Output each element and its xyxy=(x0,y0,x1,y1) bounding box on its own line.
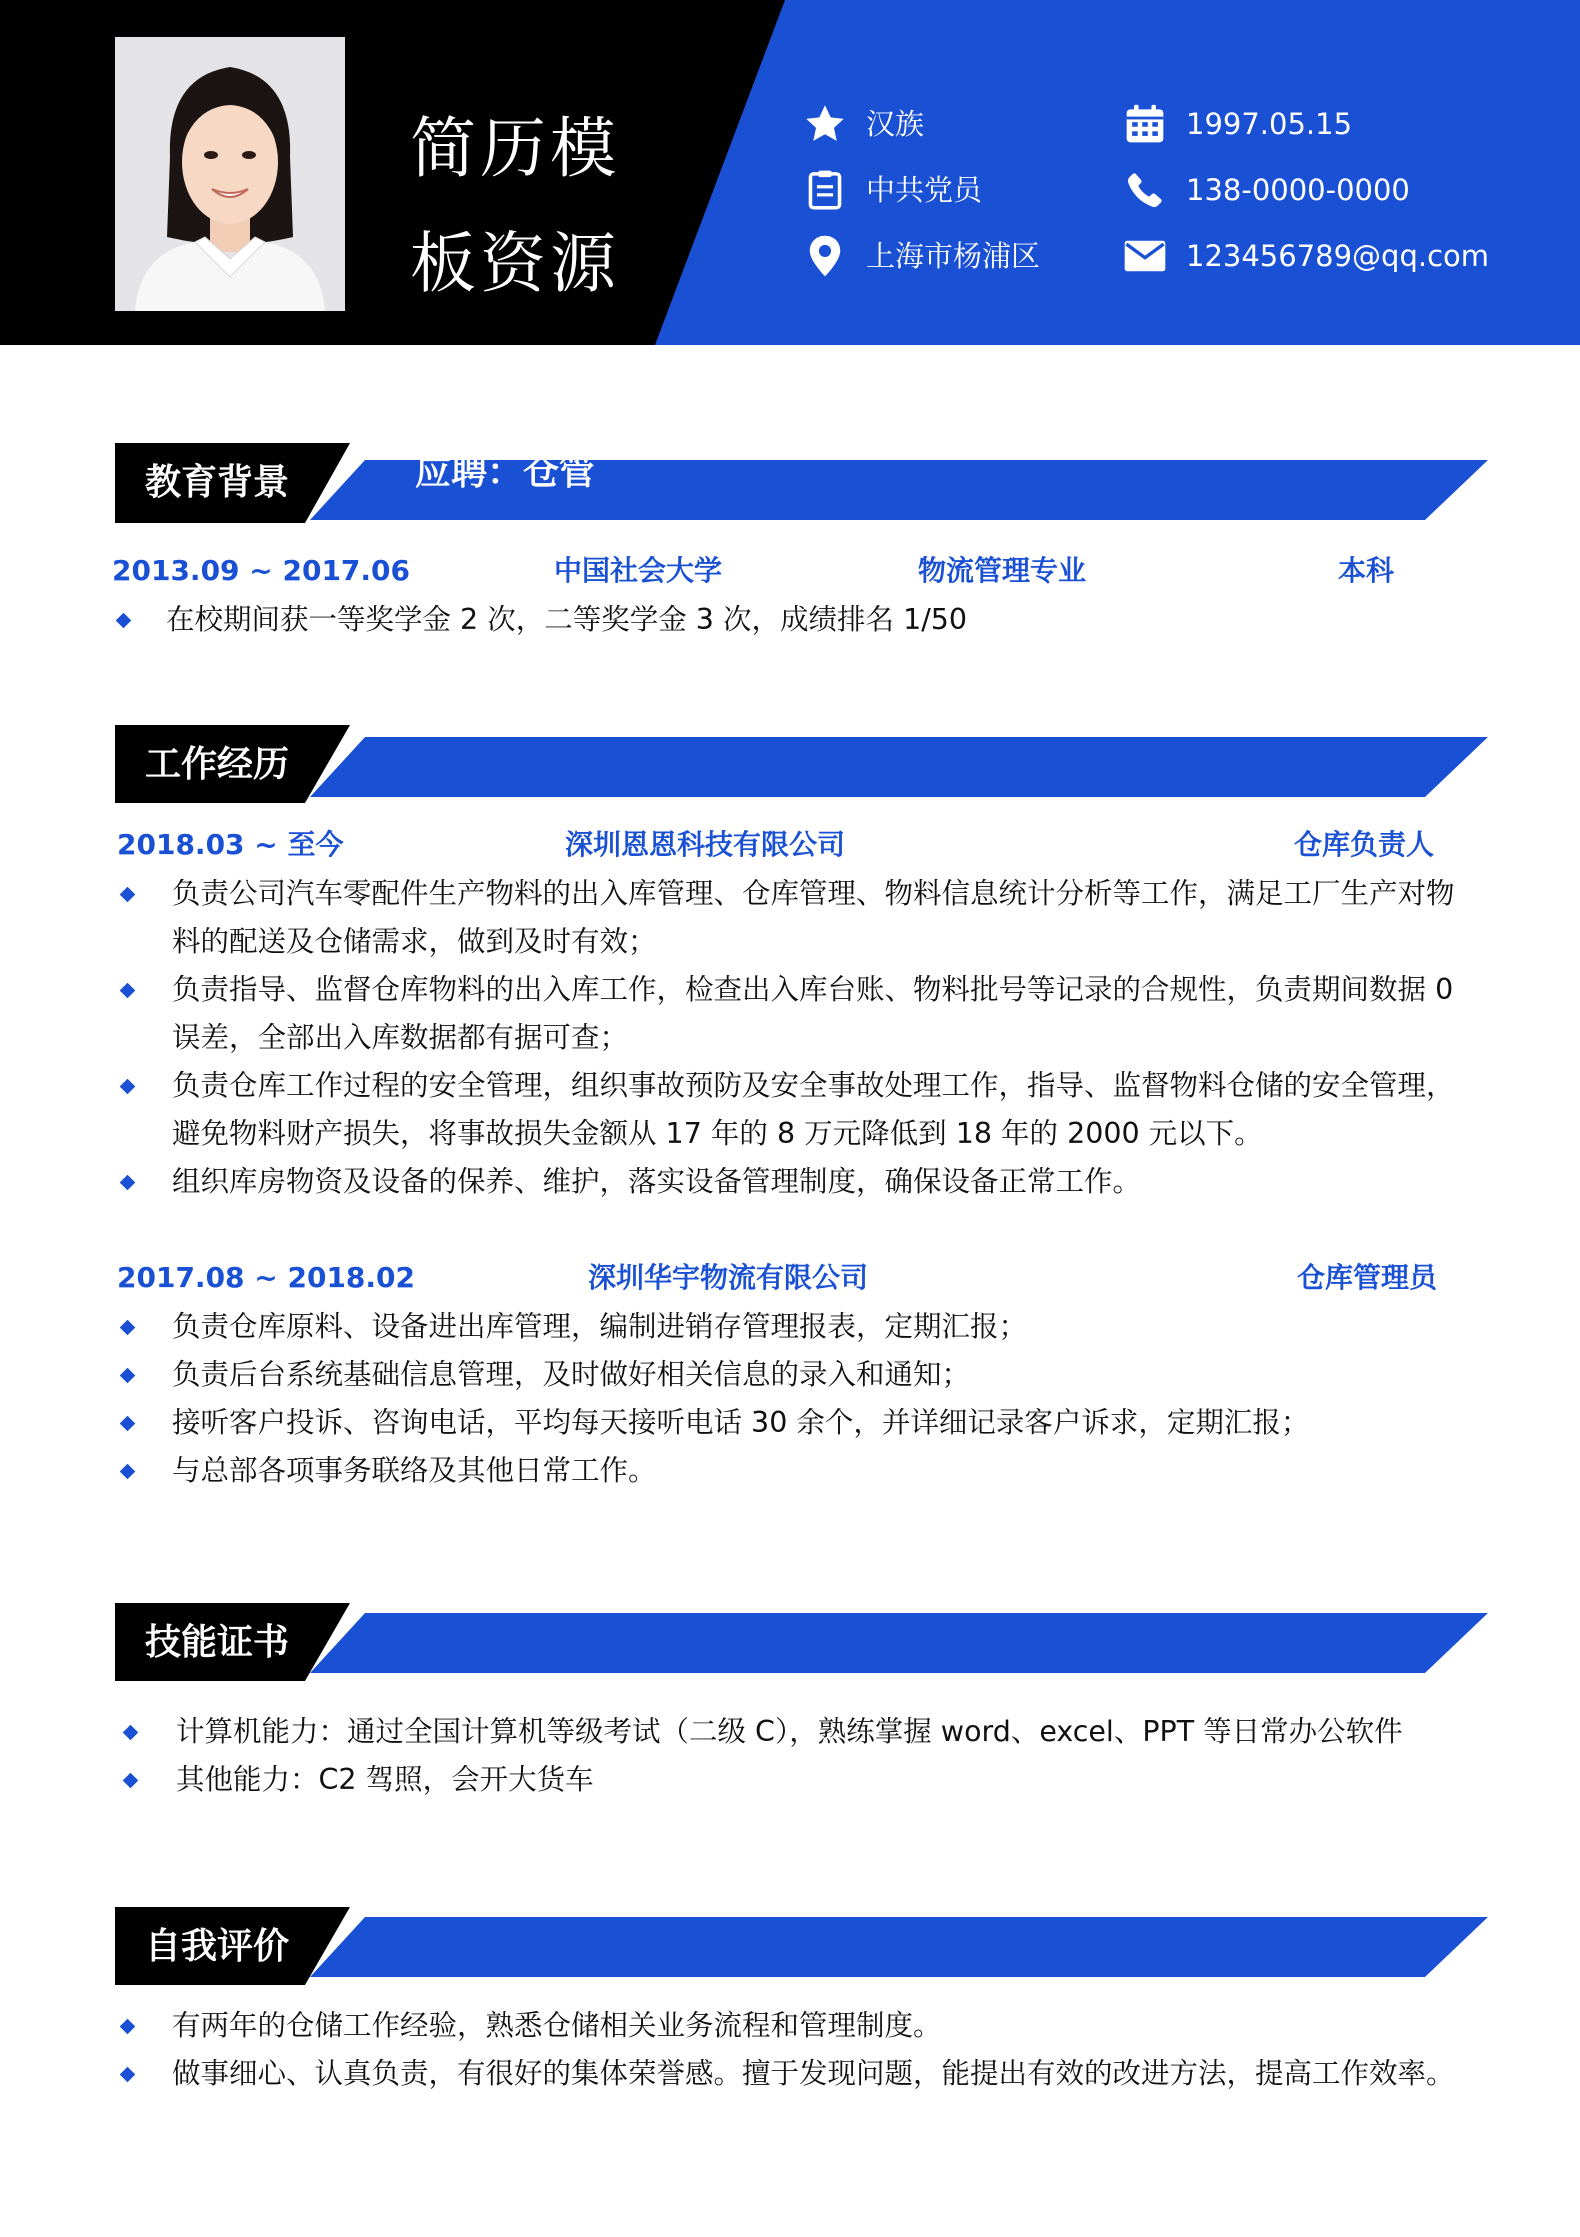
job-line: 与总部各项事务联络及其他日常工作。 xyxy=(172,1454,657,1487)
section-title-self-eval: 自我评价 xyxy=(145,1926,290,1967)
ethnicity-text: 汉族 xyxy=(866,106,925,141)
email-text: 123456789@qq.com xyxy=(1186,238,1490,273)
job-company: 深圳恩恩科技有限公司 xyxy=(565,828,846,861)
job-period: 2017.08 ~ 2018.02 xyxy=(117,1261,416,1294)
profile-photo xyxy=(115,37,345,311)
ethnicity-item xyxy=(802,101,924,147)
mail-icon xyxy=(1122,233,1168,279)
party-item xyxy=(802,167,982,213)
bullet-diamond xyxy=(116,613,132,629)
job-company: 深圳华宇物流有限公司 xyxy=(588,1261,869,1294)
party-text: 中共党员 xyxy=(866,172,983,207)
self-eval-item: 做事细心、认真负责，有很好的集体荣誉感。擅于发现问题，能提出有效的改进方法，提高工作效率。 xyxy=(172,2057,1455,2090)
section-title-skills: 技能证书 xyxy=(145,1622,290,1663)
education-degree: 本科 xyxy=(1338,554,1395,587)
bullet-diamond xyxy=(120,887,136,903)
job-line: 组织库房物资及设备的保养、维护，落实设备管理制度，确保设备正常工作。 xyxy=(172,1165,1142,1198)
bullet-diamond xyxy=(123,1725,139,1741)
section-title-education: 教育背景 xyxy=(145,462,290,503)
section-title-work: 工作经历 xyxy=(145,744,290,785)
clipboard-icon xyxy=(802,167,848,213)
education-period: 2013.09 ~ 2017.06 xyxy=(112,554,411,587)
bullet-diamond xyxy=(120,1416,136,1432)
bullet-diamond xyxy=(120,1175,136,1191)
job-line: 负责仓库工作过程的安全管理，组织事故预防及安全事故处理工作，指导、监督物料仓储的安全管理， xyxy=(172,1069,1455,1102)
position-label: 应聘：仓管 xyxy=(415,452,596,493)
birth-text: 1997.05.15 xyxy=(1186,106,1353,141)
education-major: 物流管理专业 xyxy=(918,554,1087,587)
education-school: 中国社会大学 xyxy=(554,554,723,587)
location-text: 上海市杨浦区 xyxy=(866,238,1041,273)
bullet-diamond xyxy=(120,2067,136,2083)
job-line: 负责指导、监督仓库物料的出入库工作，检查出入库台账、物料批号等记录的合规性，负责期间数据 0 xyxy=(172,973,1454,1006)
education-bullet: 在校期间获一等奖学金 2 次，二等奖学金 3 次，成绩排名 1/50 xyxy=(166,603,968,636)
skill-item: 其他能力：C2 驾照，会开大货车 xyxy=(176,1763,594,1796)
location-pin-icon xyxy=(802,233,848,279)
job-line: 料的配送及仓储需求，做到及时有效； xyxy=(172,925,657,958)
bullet-diamond xyxy=(123,1773,139,1789)
bullet-diamond xyxy=(120,1320,136,1336)
job-line: 负责仓库原料、设备进出库管理，编制进销存管理报表，定期汇报； xyxy=(172,1310,1028,1343)
job-line: 误差，全部出入库数据都有据可查； xyxy=(172,1021,629,1054)
job-role: 仓库负责人 xyxy=(1294,828,1435,861)
job-period: 2018.03 ~ 至今 xyxy=(117,828,344,861)
bullet-diamond xyxy=(120,1368,136,1384)
bullet-diamond xyxy=(120,2019,136,2035)
self-eval-item: 有两年的仓储工作经验，熟悉仓储相关业务流程和管理制度。 xyxy=(172,2009,942,2042)
name-line-1: 简历模 xyxy=(410,110,620,187)
star-icon xyxy=(802,101,848,147)
job-line: 避免物料财产损失，将事故损失金额从 17 年的 8 万元降低到 18 年的 2000 元以下。 xyxy=(172,1117,1263,1150)
phone-icon xyxy=(1122,167,1168,213)
job-line: 负责公司汽车零配件生产物料的出入库管理、仓库管理、物料信息统计分析等工作，满足工厂生产对物 xyxy=(172,877,1455,910)
skill-item: 计算机能力：通过全国计算机等级考试（二级 C），熟练掌握 word、excel、PPT 等日常办公软件 xyxy=(176,1715,1403,1748)
job-line: 接听客户投诉、咨询电话，平均每天接听电话 30 余个，并详细记录客户诉求，定期汇报； xyxy=(172,1406,1310,1439)
phone-item xyxy=(1122,167,1410,213)
job-role: 仓库管理员 xyxy=(1297,1261,1438,1294)
job-line: 负责后台系统基础信息管理，及时做好相关信息的录入和通知； xyxy=(172,1358,971,1391)
bullet-diamond xyxy=(120,1464,136,1480)
birth-item xyxy=(1122,101,1352,147)
phone-text: 138-0000-0000 xyxy=(1186,172,1410,207)
location-item xyxy=(802,233,1040,279)
bullet-diamond xyxy=(120,983,136,999)
bullet-diamond xyxy=(120,1079,136,1095)
calendar-icon xyxy=(1122,101,1168,147)
email-item xyxy=(1122,233,1489,279)
name-line-2: 板资源 xyxy=(410,225,620,302)
